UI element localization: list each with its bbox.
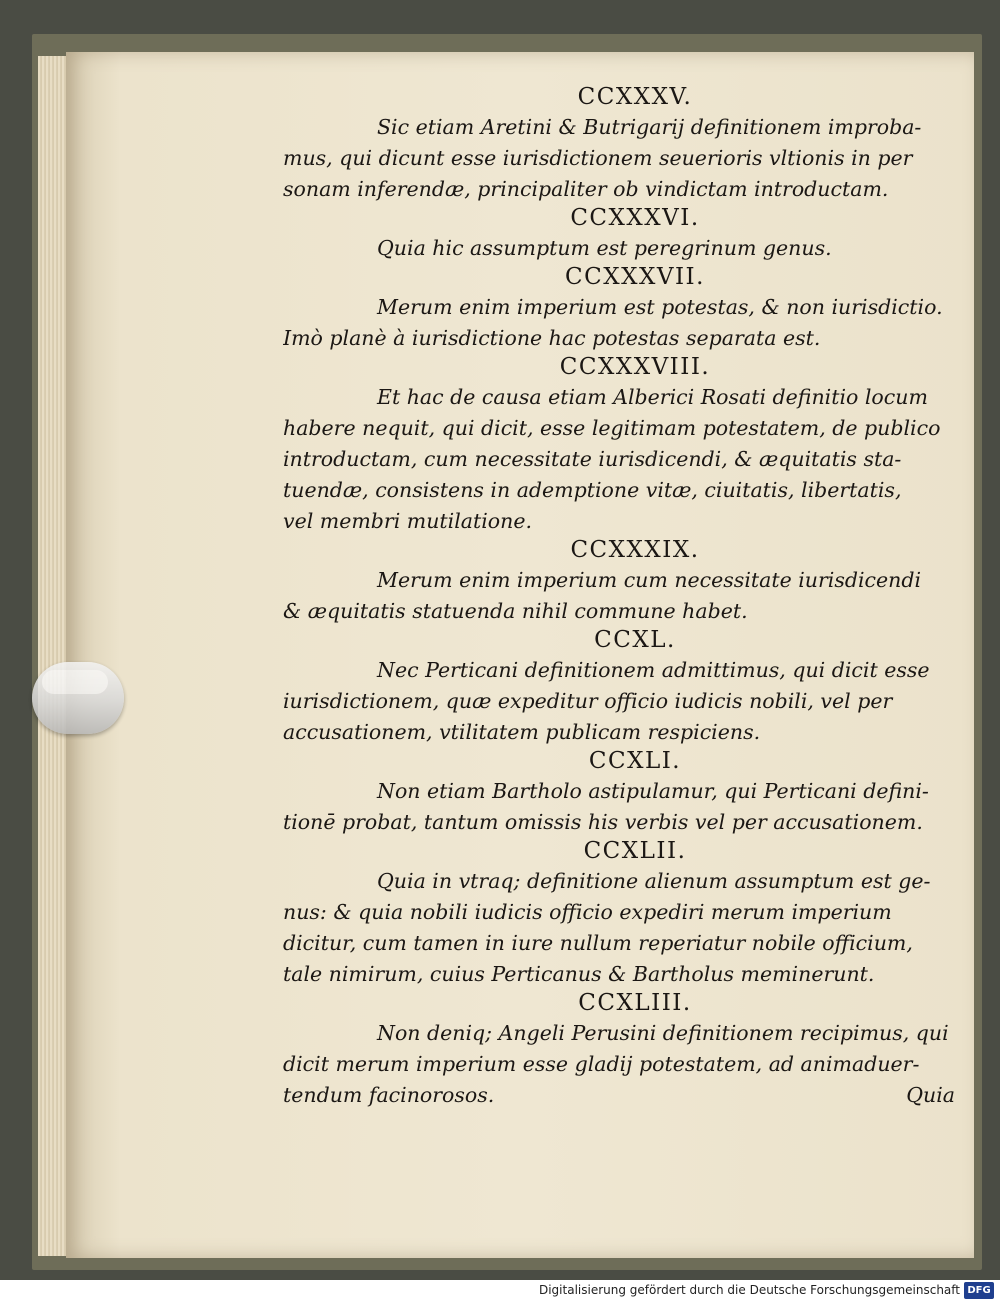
text-line: tendum facinorosos. <box>283 1083 495 1107</box>
text-line: Non deniq; Angeli Perusini definitionem recipimus, qui <box>377 1021 949 1045</box>
text-line: Merum enim imperium est potestas, & non iurisdictio. <box>377 295 943 319</box>
section-paragraph <box>283 776 965 838</box>
page-text <box>283 84 965 1111</box>
text-line: tale nimirum, cuius Perticanus & Bartholus meminerunt. <box>283 962 875 986</box>
text-line: tionē probat, tantum omissis his verbis vel per accusationem. <box>283 810 923 834</box>
text-line: introductam, cum necessitate iurisdicendi, & æquitatis sta- <box>283 447 902 471</box>
text-line: Merum enim imperium cum necessitate iurisdicendi <box>377 568 922 592</box>
text-line: vel membri mutilatione. <box>283 509 532 533</box>
text-line: nus: & quia nobili iudicis officio expediri merum imperium <box>283 900 892 924</box>
text-line: Quia in vtraq; definitione alienum assumptum est ge- <box>377 869 931 893</box>
section-paragraph <box>283 112 965 205</box>
section-heading: CCXXXVIII. <box>559 354 711 380</box>
section-paragraph <box>283 1018 965 1111</box>
text-line: Nec Perticani definitionem admittimus, qui dicit esse <box>377 658 930 682</box>
section-paragraph <box>283 292 965 354</box>
catchword: Quia <box>906 1083 955 1107</box>
text-line: mus, qui dicunt esse iurisdictionem seuerioris vltionis in per <box>283 146 913 170</box>
section-heading: CCXLI. <box>588 748 682 774</box>
text-line: dicit merum imperium esse gladij potestatem, ad animaduer- <box>283 1052 920 1076</box>
text-line: iurisdictionem, quæ expeditur officio iudicis nobili, vel per <box>283 689 893 713</box>
text-line: accusationem, vtilitatem publicam respiciens. <box>283 720 761 744</box>
text-line: Sic etiam Aretini & Butrigarij definitionem improba- <box>377 115 922 139</box>
section-heading: CCXLIII. <box>578 990 692 1016</box>
section-heading: CCXXXIX. <box>570 537 700 563</box>
text-line: Et hac de causa etiam Alberici Rosati definitio locum <box>377 385 928 409</box>
text-line: habere nequit, qui dicit, esse legitimam potestatem, de publico <box>283 416 941 440</box>
text-line: dicitur, cum tamen in iure nullum reperiatur nobile officium, <box>283 931 913 955</box>
section-heading: CCXXXVI. <box>570 205 700 231</box>
section-heading: CCXXXVII. <box>565 264 705 290</box>
footer-bar <box>0 1280 1000 1303</box>
text-line: sonam inferendæ, principaliter ob vindictam introductam. <box>283 177 889 201</box>
text-line: Non etiam Bartholo astipulamur, qui Perticani defini- <box>377 779 929 803</box>
section-paragraph <box>305 233 965 264</box>
page-edges <box>38 56 68 1256</box>
section-heading: CCXXXV. <box>577 84 693 110</box>
text-line: Imò planè à iurisdictione hac potestas separata est. <box>283 326 821 350</box>
section-heading: CCXLII. <box>583 838 687 864</box>
section-paragraph <box>283 565 965 627</box>
funding-credit: Digitalisierung gefördert durch die Deutsche Forschungsgemeinschaft <box>538 1283 960 1297</box>
dfg-logo: DFG <box>964 1282 994 1299</box>
section-heading: CCXL. <box>594 627 676 653</box>
text-line: Quia hic assumptum est peregrinum genus. <box>377 236 832 260</box>
section-paragraph <box>283 866 965 990</box>
text-line: & æquitatis statuenda nihil commune habet. <box>283 599 748 623</box>
page-clip <box>32 662 124 734</box>
text-line: tuendæ, consistens in ademptione vitæ, ciuitatis, libertatis, <box>283 478 902 502</box>
section-paragraph <box>283 655 965 748</box>
section-paragraph <box>283 382 965 537</box>
